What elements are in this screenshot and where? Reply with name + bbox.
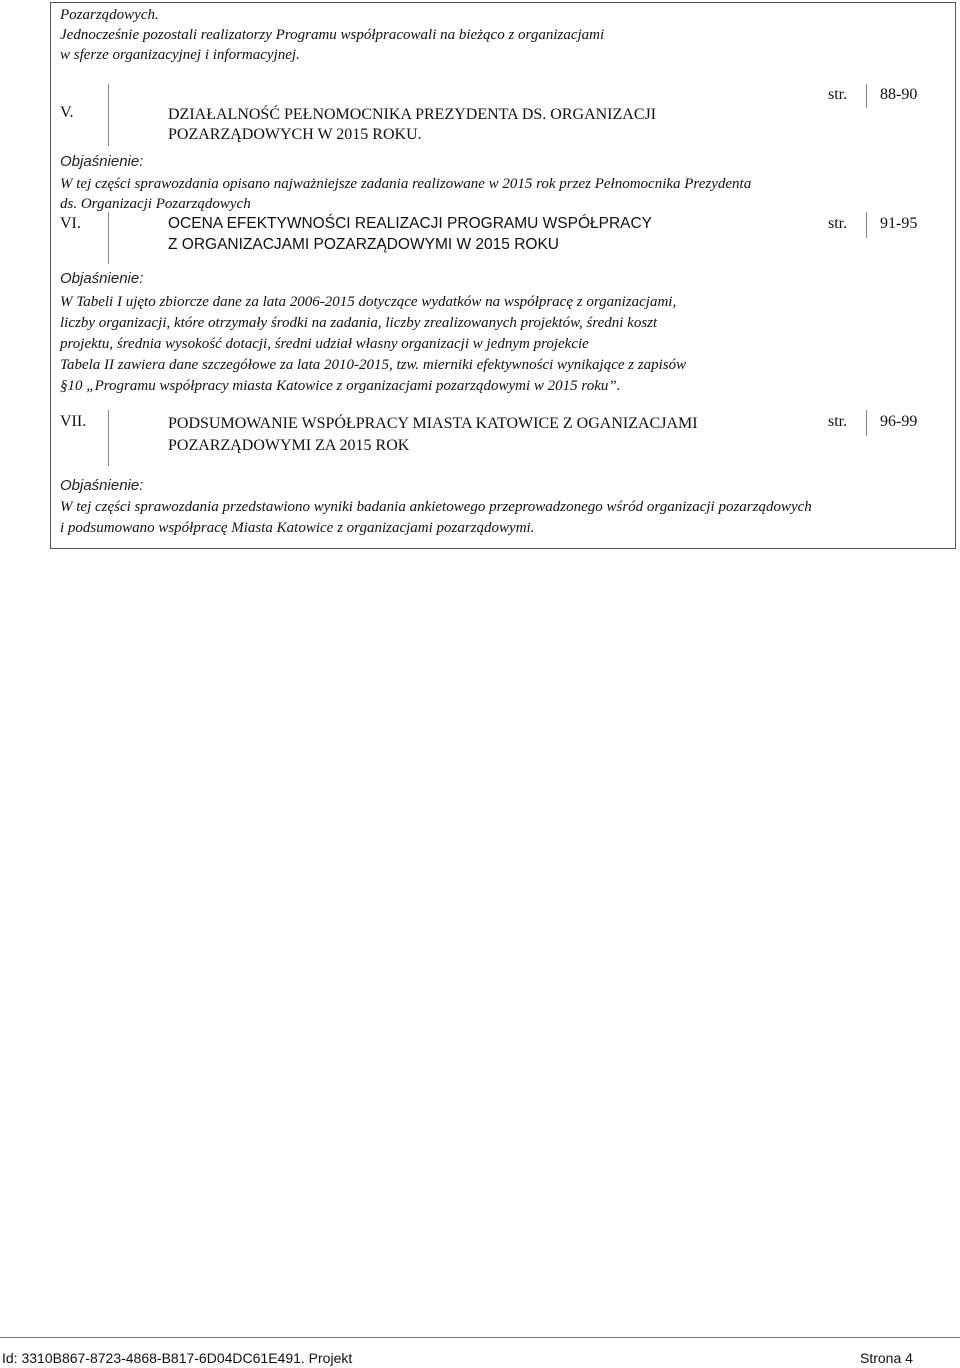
- column-divider: [866, 410, 867, 436]
- section-vi-str-label: str.: [828, 215, 848, 232]
- section-vi-explanation-label: Objaśnienie:: [60, 270, 144, 287]
- column-divider: [866, 84, 867, 108]
- document-table-frame: [50, 2, 956, 549]
- column-divider: [108, 410, 109, 466]
- column-divider: [108, 84, 109, 146]
- column-divider: [108, 212, 109, 264]
- section-v-explanation-label: Objaśnienie:: [60, 153, 144, 170]
- section-v-number: V.: [60, 104, 74, 121]
- section-vii-explanation-line-1: W tej części sprawozdania przedstawiono wyniki badania ankietowego przeprowadzonego wśród organizacji pozarządowych: [60, 499, 812, 515]
- footer-page-number: Strona 4: [860, 1350, 913, 1366]
- section-vi-explanation-line-2: liczby organizacji, które otrzymały środki na zadania, liczby zrealizowanych projektów, średni koszt: [60, 315, 658, 331]
- section-v-str-label: str.: [828, 86, 848, 103]
- column-divider: [866, 212, 867, 238]
- section-vi-explanation-line-4: Tabela II zawiera dane szczegółowe za lata 2010-2015, tzw. mierniki efektywności wynikające z zapisów: [60, 357, 687, 373]
- section-v-title-line-2: POZARZĄDOWYCH W 2015 ROKU.: [168, 126, 422, 143]
- section-vi-number: VI.: [60, 215, 81, 232]
- section-v-pages: 88-90: [880, 86, 918, 103]
- section-v-explanation-line-2: ds. Organizacji Pozarządowych: [60, 196, 251, 212]
- intro-line-2: Jednocześnie pozostali realizatorzy Programu współpracowali na bieżąco z organizacjami: [60, 27, 605, 43]
- section-vi-explanation-line-5: §10 „Programu współpracy miasta Katowice z organizacjami pozarządowymi w 2015 roku”.: [60, 378, 621, 394]
- section-vii-str-label: str.: [828, 413, 848, 430]
- section-vii-number: VII.: [60, 413, 87, 430]
- section-vii-explanation-line-2: i podsumowano współpracę Miasta Katowice z organizacjami pozarządowymi.: [60, 520, 535, 536]
- section-vii-title-line-2: POZARZĄDOWYMI ZA 2015 ROK: [168, 437, 410, 454]
- intro-line-3: w sferze organizacyjnej i informacyjnej.: [60, 47, 300, 63]
- section-vi-title-line-1: OCENA EFEKTYWNOŚCI REALIZACJI PROGRAMU WSPÓŁPRACY: [168, 215, 653, 232]
- section-vi-title-line-2: Z ORGANIZACJAMI POZARZĄDOWYMI W 2015 ROKU: [168, 236, 559, 253]
- section-vi-pages: 91-95: [880, 215, 918, 232]
- section-vi-explanation-line-1: W Tabeli I ujęto zbiorcze dane za lata 2006-2015 dotyczące wydatków na współpracę z organizacjami,: [60, 294, 677, 310]
- section-vii-title-line-1: PODSUMOWANIE WSPÓŁPRACY MIASTA KATOWICE Z OGANIZACJAMI: [168, 415, 698, 432]
- section-v-title-line-1: DZIAŁALNOŚĆ PEŁNOMOCNIKA PREZYDENTA DS. ORGANIZACJI: [168, 106, 657, 123]
- section-vii-explanation-label: Objaśnienie:: [60, 477, 144, 494]
- section-v-explanation-line-1: W tej części sprawozdania opisano najważniejsze zadania realizowane w 2015 rok przez Pełnomocnika Prezydenta: [60, 176, 752, 192]
- section-vii-pages: 96-99: [880, 413, 918, 430]
- section-vi-explanation-line-3: projektu, średnia wysokość dotacji, średni udział własny organizacji w jednym projekcie: [60, 336, 589, 352]
- intro-line-1: Pozarządowych.: [60, 7, 159, 23]
- footer-divider: [0, 1337, 960, 1338]
- footer-id: Id: 3310B867-8723-4868-B817-6D04DC61E491. Projekt: [2, 1350, 353, 1366]
